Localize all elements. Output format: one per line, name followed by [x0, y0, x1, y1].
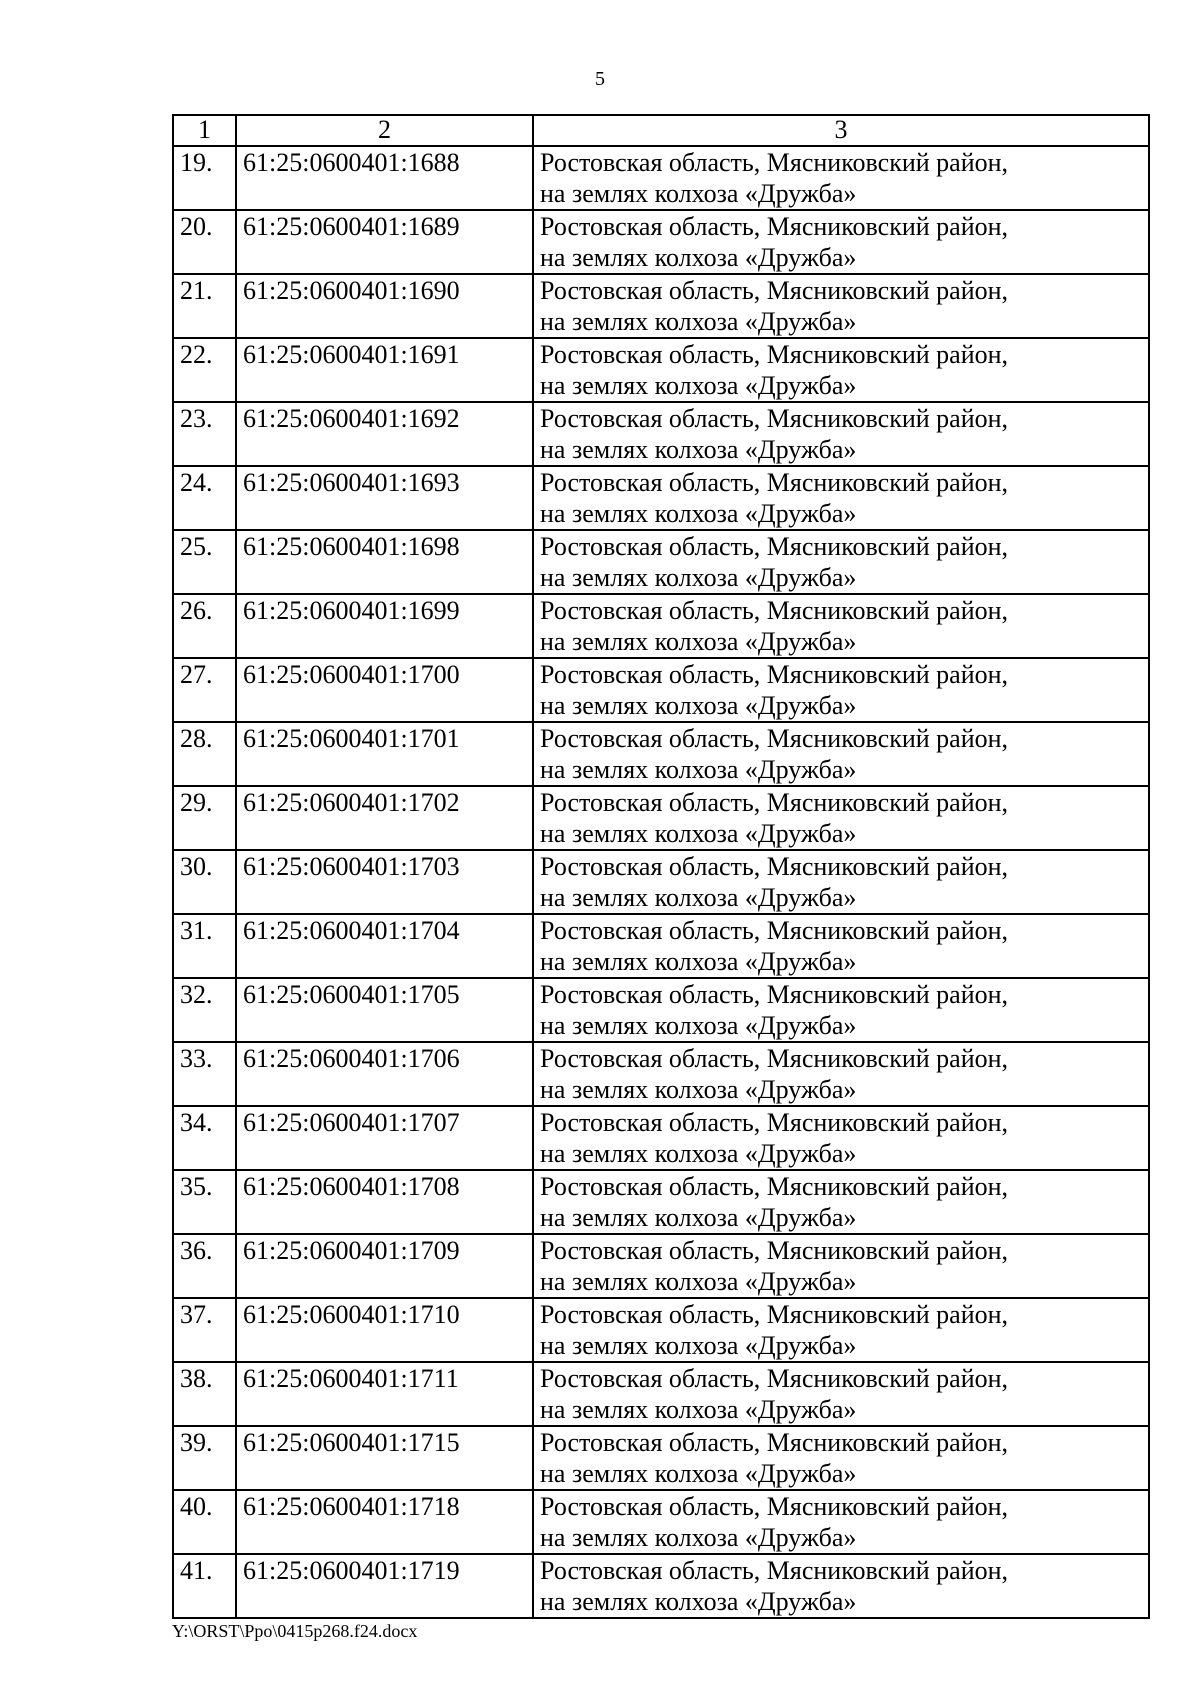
cadastral-number-cell: 61:25:0600401:1691 — [236, 338, 533, 402]
cadastral-number-cell: 61:25:0600401:1693 — [236, 466, 533, 530]
address-line-2: на землях колхоза «Дружба» — [540, 1459, 857, 1488]
cadastral-number-cell: 61:25:0600401:1710 — [236, 1298, 533, 1362]
header-cell-col3: 3 — [533, 115, 1149, 146]
address-cell — [533, 146, 1149, 210]
cadastral-number-cell: 61:25:0600401:1702 — [236, 786, 533, 850]
address-line-1: Ростовская область, Мясниковский район, — [540, 532, 1009, 561]
row-number-cell: 33. — [173, 1042, 236, 1106]
table-row — [173, 274, 1149, 338]
address-line-2: на землях колхоза «Дружба» — [540, 1523, 857, 1552]
address-cell — [533, 1362, 1149, 1426]
address-line-1: Ростовская область, Мясниковский район, — [540, 1492, 1009, 1521]
address-cell — [533, 1042, 1149, 1106]
table-row — [173, 850, 1149, 914]
cadastral-number-cell: 61:25:0600401:1703 — [236, 850, 533, 914]
address-cell — [533, 402, 1149, 466]
cadastral-number-cell: 61:25:0600401:1707 — [236, 1106, 533, 1170]
row-number-cell: 34. — [173, 1106, 236, 1170]
row-number-cell: 36. — [173, 1234, 236, 1298]
address-line-1: Ростовская область, Мясниковский район, — [540, 1428, 1009, 1457]
table-row — [173, 1170, 1149, 1234]
address-line-1: Ростовская область, Мясниковский район, — [540, 660, 1009, 689]
table-row — [173, 338, 1149, 402]
address-cell — [533, 594, 1149, 658]
table-row — [173, 1234, 1149, 1298]
cadastral-number-cell: 61:25:0600401:1689 — [236, 210, 533, 274]
address-cell — [533, 1490, 1149, 1554]
row-number-cell: 23. — [173, 402, 236, 466]
row-number-cell: 35. — [173, 1170, 236, 1234]
address-cell — [533, 1554, 1149, 1618]
address-line-1: Ростовская область, Мясниковский район, — [540, 788, 1009, 817]
cadastral-number-cell: 61:25:0600401:1704 — [236, 914, 533, 978]
address-cell — [533, 210, 1149, 274]
row-number-cell: 21. — [173, 274, 236, 338]
address-line-2: на землях колхоза «Дружба» — [540, 627, 857, 656]
address-line-1: Ростовская область, Мясниковский район, — [540, 1300, 1009, 1329]
cadastral-number-cell: 61:25:0600401:1709 — [236, 1234, 533, 1298]
page-number: 5 — [595, 68, 605, 90]
address-cell — [533, 658, 1149, 722]
cadastral-number-cell: 61:25:0600401:1715 — [236, 1426, 533, 1490]
address-line-2: на землях колхоза «Дружба» — [540, 1331, 857, 1360]
address-line-2: на землях колхоза «Дружба» — [540, 371, 857, 400]
address-line-1: Ростовская область, Мясниковский район, — [540, 852, 1009, 881]
address-line-2: на землях колхоза «Дружба» — [540, 1011, 857, 1040]
row-number-cell: 19. — [173, 146, 236, 210]
table-row — [173, 1106, 1149, 1170]
address-line-2: на землях колхоза «Дружба» — [540, 563, 857, 592]
row-number-cell: 20. — [173, 210, 236, 274]
address-line-1: Ростовская область, Мясниковский район, — [540, 212, 1009, 241]
header-cell-col1: 1 — [173, 115, 236, 146]
cadastral-number-cell: 61:25:0600401:1698 — [236, 530, 533, 594]
table-row — [173, 1042, 1149, 1106]
address-cell — [533, 1426, 1149, 1490]
cadastral-number-cell: 61:25:0600401:1706 — [236, 1042, 533, 1106]
row-number-cell: 39. — [173, 1426, 236, 1490]
address-line-1: Ростовская область, Мясниковский район, — [540, 1172, 1009, 1201]
address-line-2: на землях колхоза «Дружба» — [540, 435, 857, 464]
address-cell — [533, 914, 1149, 978]
row-number-cell: 27. — [173, 658, 236, 722]
cadastral-number-cell: 61:25:0600401:1718 — [236, 1490, 533, 1554]
address-cell — [533, 786, 1149, 850]
address-line-1: Ростовская область, Мясниковский район, — [540, 1556, 1009, 1585]
address-line-1: Ростовская область, Мясниковский район, — [540, 916, 1009, 945]
cadastral-number-cell: 61:25:0600401:1692 — [236, 402, 533, 466]
address-line-2: на землях колхоза «Дружба» — [540, 243, 857, 272]
address-line-2: на землях колхоза «Дружба» — [540, 1267, 857, 1296]
cadastral-number-cell: 61:25:0600401:1688 — [236, 146, 533, 210]
address-line-2: на землях колхоза «Дружба» — [540, 1395, 857, 1424]
cadastral-number-cell: 61:25:0600401:1699 — [236, 594, 533, 658]
address-line-1: Ростовская область, Мясниковский район, — [540, 276, 1009, 305]
address-line-2: на землях колхоза «Дружба» — [540, 691, 857, 720]
row-number-cell: 22. — [173, 338, 236, 402]
address-line-1: Ростовская область, Мясниковский район, — [540, 1236, 1009, 1265]
row-number-cell: 29. — [173, 786, 236, 850]
address-line-2: на землях колхоза «Дружба» — [540, 179, 857, 208]
table-row — [173, 594, 1149, 658]
address-cell — [533, 1106, 1149, 1170]
address-line-1: Ростовская область, Мясниковский район, — [540, 468, 1009, 497]
address-line-2: на землях колхоза «Дружба» — [540, 1075, 857, 1104]
address-cell — [533, 1170, 1149, 1234]
cadastral-number-cell: 61:25:0600401:1708 — [236, 1170, 533, 1234]
table-row — [173, 658, 1149, 722]
table-row — [173, 978, 1149, 1042]
address-line-2: на землях колхоза «Дружба» — [540, 883, 857, 912]
address-cell — [533, 978, 1149, 1042]
cadastral-number-cell: 61:25:0600401:1690 — [236, 274, 533, 338]
cadastral-number-cell: 61:25:0600401:1705 — [236, 978, 533, 1042]
address-line-1: Ростовская область, Мясниковский район, — [540, 340, 1009, 369]
address-line-1: Ростовская область, Мясниковский район, — [540, 1364, 1009, 1393]
table-row — [173, 1490, 1149, 1554]
table-row — [173, 914, 1149, 978]
address-line-1: Ростовская область, Мясниковский район, — [540, 148, 1009, 177]
address-line-1: Ростовская область, Мясниковский район, — [540, 1108, 1009, 1137]
address-line-2: на землях колхоза «Дружба» — [540, 819, 857, 848]
address-line-2: на землях колхоза «Дружба» — [540, 755, 857, 784]
cadastral-number-cell: 61:25:0600401:1700 — [236, 658, 533, 722]
address-line-2: на землях колхоза «Дружба» — [540, 947, 857, 976]
row-number-cell: 37. — [173, 1298, 236, 1362]
footer-file-path: Y:\ORST\Ppo\0415p268.f24.docx — [172, 1621, 418, 1641]
row-number-cell: 28. — [173, 722, 236, 786]
table-row — [173, 1426, 1149, 1490]
row-number-cell: 25. — [173, 530, 236, 594]
cadastral-number-cell: 61:25:0600401:1719 — [236, 1554, 533, 1618]
table-row — [173, 1298, 1149, 1362]
address-cell — [533, 1234, 1149, 1298]
address-line-1: Ростовская область, Мясниковский район, — [540, 596, 1009, 625]
address-cell — [533, 1298, 1149, 1362]
table-row — [173, 1554, 1149, 1618]
row-number-cell: 31. — [173, 914, 236, 978]
row-number-cell: 30. — [173, 850, 236, 914]
table-row — [173, 402, 1149, 466]
address-line-2: на землях колхоза «Дружба» — [540, 1139, 857, 1168]
address-line-1: Ростовская область, Мясниковский район, — [540, 404, 1009, 433]
land-plots-table — [172, 114, 1150, 1619]
table-row — [173, 722, 1149, 786]
row-number-cell: 26. — [173, 594, 236, 658]
address-line-2: на землях колхоза «Дружба» — [540, 307, 857, 336]
row-number-cell: 41. — [173, 1554, 236, 1618]
address-cell — [533, 850, 1149, 914]
cadastral-number-cell: 61:25:0600401:1701 — [236, 722, 533, 786]
row-number-cell: 24. — [173, 466, 236, 530]
table-body — [173, 115, 1149, 1618]
address-cell — [533, 466, 1149, 530]
row-number-cell: 38. — [173, 1362, 236, 1426]
address-line-1: Ростовская область, Мясниковский район, — [540, 980, 1009, 1009]
table-row — [173, 146, 1149, 210]
address-cell — [533, 530, 1149, 594]
address-line-1: Ростовская область, Мясниковский район, — [540, 724, 1009, 753]
row-number-cell: 32. — [173, 978, 236, 1042]
address-cell — [533, 338, 1149, 402]
table-row — [173, 466, 1149, 530]
row-number-cell: 40. — [173, 1490, 236, 1554]
header-cell-col2: 2 — [236, 115, 533, 146]
address-cell — [533, 274, 1149, 338]
address-line-2: на землях колхоза «Дружба» — [540, 499, 857, 528]
address-line-2: на землях колхоза «Дружба» — [540, 1587, 857, 1616]
address-line-1: Ростовская область, Мясниковский район, — [540, 1044, 1009, 1073]
table-header-row — [173, 115, 1149, 146]
table-row — [173, 530, 1149, 594]
table-row — [173, 786, 1149, 850]
table-row — [173, 210, 1149, 274]
address-cell — [533, 722, 1149, 786]
cadastral-number-cell: 61:25:0600401:1711 — [236, 1362, 533, 1426]
address-line-2: на землях колхоза «Дружба» — [540, 1203, 857, 1232]
table-row — [173, 1362, 1149, 1426]
